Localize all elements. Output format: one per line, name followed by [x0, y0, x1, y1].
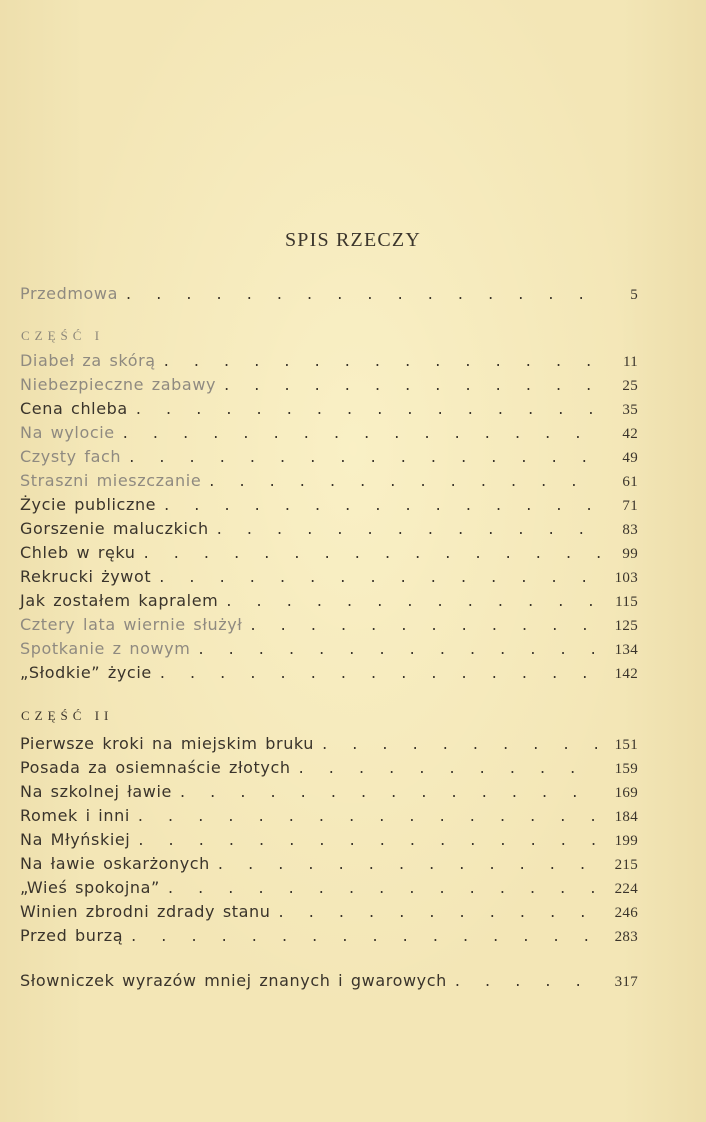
dot-leader: [130, 805, 600, 827]
toc-entry-label: Gorszenie maluczkich: [20, 519, 209, 538]
toc-entry: [20, 494, 638, 516]
toc-entry-label: Przed burzą: [20, 926, 124, 945]
toc-entry-label: Na Młyńskiej: [20, 830, 131, 849]
dot-leader: [216, 374, 600, 396]
toc-entry: [20, 733, 638, 755]
toc-entry-label: Romek i inni: [20, 806, 130, 825]
part-2-heading: CZĘŚĆ II: [21, 708, 114, 723]
toc-entry-page: 42: [622, 426, 638, 442]
toc-entry-label: „Słodkie” życie: [20, 663, 152, 682]
dot-leader: [201, 470, 600, 492]
dot-leader: [152, 662, 600, 684]
toc-entry: [20, 542, 638, 564]
dot-leader: [190, 638, 600, 660]
toc-entry-label: Cena chleba: [20, 399, 128, 418]
toc-entry-page: 49: [622, 450, 638, 466]
toc-entry-label: Pierwsze kroki na miejskim bruku: [20, 734, 315, 753]
toc-entry: [20, 805, 638, 827]
dot-leader: [118, 283, 600, 305]
toc-entry-preface: [20, 283, 638, 305]
toc-entry-page: 134: [614, 642, 638, 658]
toc-entry: [20, 350, 638, 372]
toc-entry-label: Na ławie oskarżonych: [20, 854, 210, 873]
toc-entry-page: 25: [622, 378, 638, 394]
toc-entry-page: 215: [614, 857, 638, 873]
dot-leader: [242, 614, 600, 636]
toc-entry-page: 35: [622, 402, 638, 418]
toc-entry-label: Chleb w ręku: [20, 543, 136, 562]
toc-entry-label: Spotkanie z nowym: [20, 639, 191, 658]
toc-entry-page: 11: [622, 354, 638, 370]
toc-entry-label: „Wieś spokojna”: [20, 878, 160, 897]
toc-entry-page: 83: [622, 522, 638, 538]
toc-entry-page: 317: [614, 974, 638, 990]
dot-leader: [160, 877, 600, 899]
toc-entry-label: Diabeł za skórą: [20, 351, 156, 370]
toc-entry-page: 142: [614, 666, 638, 682]
toc-entry-label: Niebezpieczne zabawy: [20, 375, 217, 394]
dot-leader: [121, 446, 600, 468]
toc-entry-label: Posada za osiemnaście złotych: [20, 758, 291, 777]
toc-entry-page: 169: [614, 785, 638, 801]
toc-entry-glossary: [20, 970, 638, 992]
toc-entry-page: 283: [614, 929, 638, 945]
toc-entry-label: Rekrucki żywot: [20, 567, 152, 586]
dot-leader: [130, 829, 600, 851]
dot-leader: [151, 566, 600, 588]
toc-entry-label: Czysty fach: [20, 447, 122, 466]
toc-entry: [20, 518, 638, 540]
toc-entry: [20, 925, 638, 947]
page-title: SPIS RZECZY: [284, 229, 421, 251]
toc-entry-label: Słowniczek wyrazów mniej znanych i gwarowych: [20, 971, 447, 990]
toc-entry: [20, 614, 638, 636]
dot-leader: [291, 757, 600, 779]
toc-entry-label: Cztery lata wiernie służył: [20, 615, 243, 634]
dot-leader: [447, 970, 600, 992]
toc-entry: [20, 662, 638, 684]
toc-entry-page: 246: [614, 905, 638, 921]
toc-entry: [20, 470, 638, 492]
toc-entry: [20, 590, 638, 612]
toc-entry-page: 5: [630, 287, 638, 303]
dot-leader: [314, 733, 600, 755]
toc-entry: [20, 374, 638, 396]
toc-entry-page: 103: [614, 570, 638, 586]
dot-leader: [128, 398, 600, 420]
toc-entry: [20, 853, 638, 875]
dot-leader: [123, 925, 600, 947]
toc-entry-page: 159: [614, 761, 638, 777]
dot-leader: [210, 853, 600, 875]
dot-leader: [156, 350, 600, 372]
toc-entry: [20, 829, 638, 851]
toc-entry: [20, 901, 638, 923]
toc-entry-page: 184: [614, 809, 638, 825]
toc-entry-page: 224: [614, 881, 638, 897]
dot-leader: [209, 518, 600, 540]
toc-entry-page: 61: [622, 474, 638, 490]
toc-entry: [20, 757, 638, 779]
toc-entry-label: Na wylocie: [20, 423, 115, 442]
toc-entry-label: Przedmowa: [20, 284, 119, 303]
toc-entry-page: 125: [614, 618, 638, 634]
dot-leader: [172, 781, 600, 803]
toc-entry-label: Na szkolnej ławie: [20, 782, 172, 801]
toc-entry-label: Życie publiczne: [20, 495, 157, 514]
toc-entry: [20, 422, 638, 444]
dot-leader: [156, 494, 600, 516]
dot-leader: [136, 542, 600, 564]
toc-entry: [20, 877, 638, 899]
toc-entry: [20, 398, 638, 420]
toc-entry-page: 199: [614, 833, 638, 849]
toc-entry-page: 151: [614, 737, 638, 753]
toc-entry-page: 71: [622, 498, 638, 514]
dot-leader: [218, 590, 600, 612]
toc-entry-label: Winien zbrodni zdrady stanu: [20, 902, 271, 921]
toc-entry: [20, 638, 638, 660]
toc-entry-page: 115: [615, 594, 638, 610]
toc-entry: [20, 781, 638, 803]
toc-entry-label: Jak zostałem kapralem: [20, 591, 219, 610]
toc-entry: [20, 446, 638, 468]
dot-leader: [115, 422, 600, 444]
toc-entry: [20, 566, 638, 588]
toc-entry-page: 99: [622, 546, 638, 562]
part-1-heading: CZĘŚĆ I: [21, 328, 105, 343]
dot-leader: [271, 901, 600, 923]
toc-entry-label: Straszni mieszczanie: [20, 471, 202, 490]
